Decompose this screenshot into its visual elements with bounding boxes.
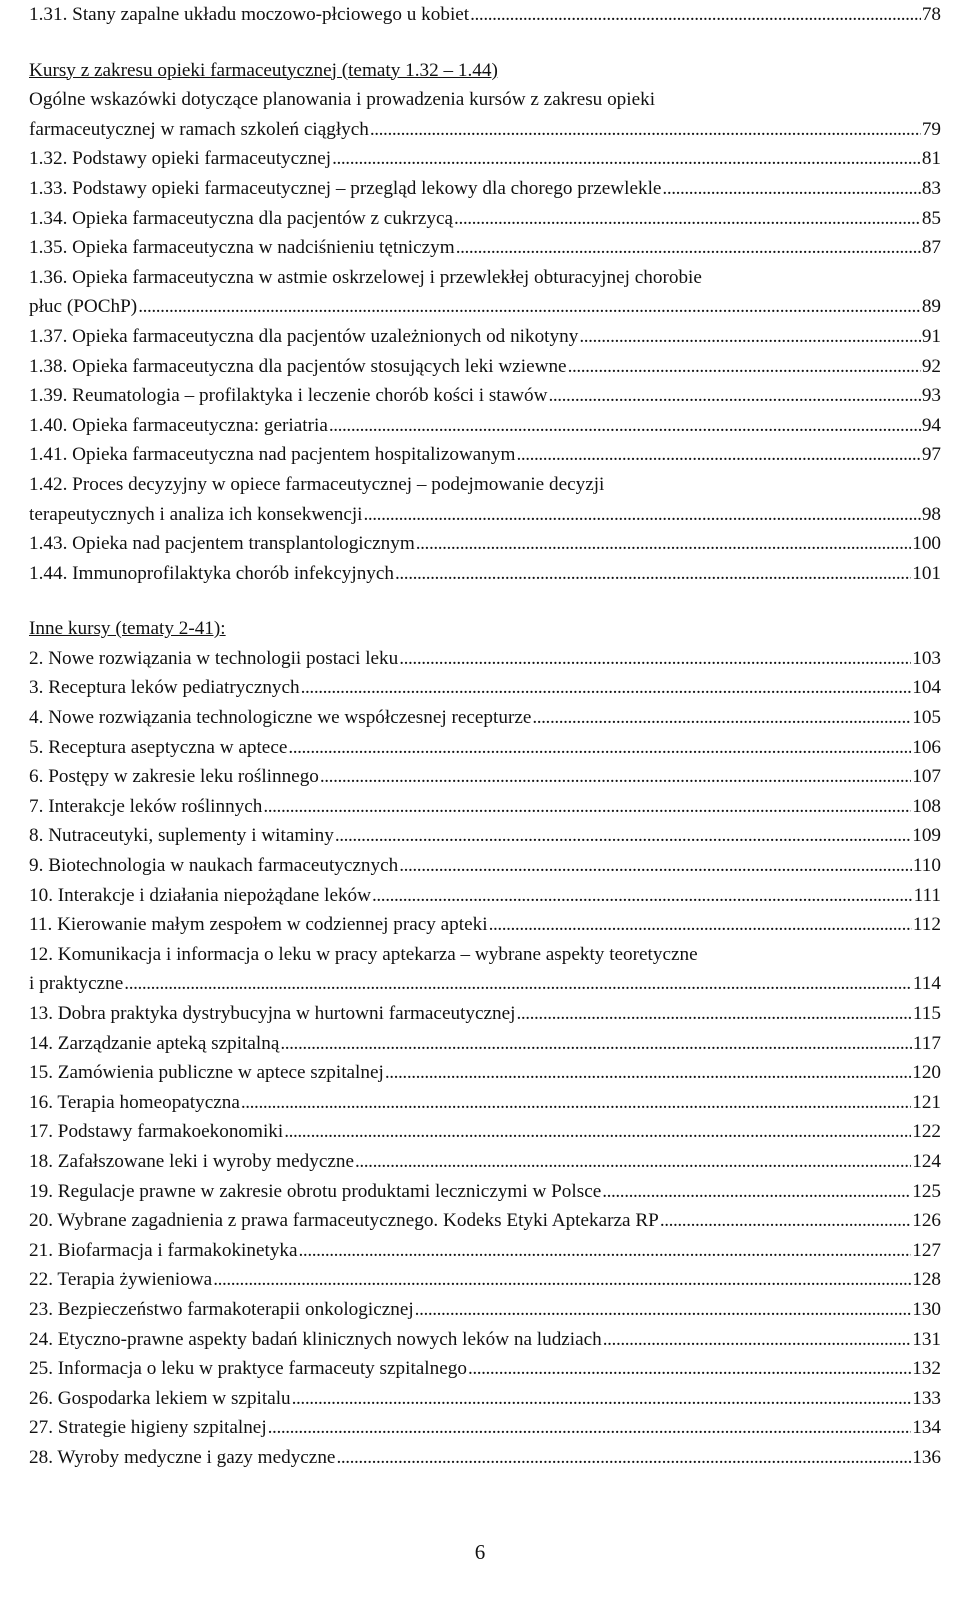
- toc-entry-page: 107: [912, 766, 941, 788]
- toc-entry-page: 112: [912, 914, 941, 936]
- toc-entry-label: i praktyczne: [29, 973, 124, 995]
- toc-entry-page: 103: [912, 647, 941, 669]
- toc-entry: [29, 233, 941, 263]
- toc-entry-page: 115: [912, 1003, 941, 1024]
- toc-entry-label: 1.44. Immunoprofilaktyka chorób infekcyjnych: [29, 562, 395, 584]
- toc-entry-page: 111: [913, 884, 941, 906]
- toc-entry-page: 132: [912, 1358, 941, 1380]
- toc-entry: [29, 821, 941, 851]
- toc-entry-label: 3. Receptura leków pediatrycznych: [29, 677, 300, 699]
- toc-entry-label: 20. Wybrane zagadnienia z prawa farmaceutycznego. Kodeks Etyki Aptekarza RP: [29, 1210, 659, 1232]
- toc-entry-label: 25. Informacja o leku w praktyce farmaceuty szpitalnego: [29, 1358, 467, 1380]
- toc-entry: [29, 792, 941, 822]
- toc-entry: [29, 1236, 941, 1266]
- toc-leader-dots: [241, 1088, 911, 1118]
- toc-entry-label: farmaceutycznej w ramach szkoleń ciągłych: [29, 118, 369, 140]
- toc-entry-label: 22. Terapia żywieniowa: [29, 1269, 213, 1291]
- toc-entry-label: 8. Nutraceutyki, suplementy i witaminy: [29, 825, 334, 847]
- section-other-courses: [29, 614, 941, 1472]
- toc-entry-label: 19. Regulacje prawne w zakresie obrotu produktami leczniczymi w Polsce: [29, 1180, 602, 1202]
- toc-leader-dots: [516, 440, 920, 470]
- toc-leader-dots: [213, 1265, 911, 1295]
- toc-leader-dots: [532, 703, 911, 733]
- toc-entry-page: 114: [912, 973, 941, 995]
- toc-leader-dots: [372, 881, 913, 911]
- toc-entry: [29, 1354, 941, 1384]
- toc-entry: [29, 1088, 941, 1118]
- toc-entry-label: 1.37. Opieka farmaceutyczna dla pacjentów uzależnionych od nikotyny: [29, 325, 579, 347]
- toc-entry-label: 13. Dobra praktyka dystrybucyjna w hurtowni farmaceutycznej: [29, 1003, 516, 1024]
- toc-entry: [29, 1058, 941, 1088]
- section-heading: Kursy z zakresu opieki farmaceutycznej (tematy 1.32 – 1.44): [29, 59, 498, 81]
- toc-leader-dots: [320, 762, 911, 792]
- toc-entry-page: 124: [912, 1150, 941, 1172]
- toc-entry-page: 81: [921, 148, 941, 170]
- toc-entry-page: 91: [921, 325, 941, 347]
- toc-leader-dots: [662, 174, 920, 204]
- toc-entry: [29, 1029, 941, 1059]
- toc-leader-dots: [124, 969, 912, 999]
- toc-entry-list: [29, 144, 941, 588]
- toc-leader-dots: [138, 292, 921, 322]
- toc-entry-page: 109: [912, 825, 941, 847]
- toc-leader-dots: [399, 851, 912, 881]
- toc-leader-dots: [416, 529, 911, 559]
- toc-entry-label: 14. Zarządzanie apteką szpitalną: [29, 1032, 280, 1054]
- toc-entry-page: 125: [912, 1180, 941, 1202]
- toc-entry-list: [29, 644, 941, 1473]
- toc-entry: [29, 910, 941, 940]
- toc-entry-label: 5. Receptura aseptyczna w aptece: [29, 736, 288, 758]
- toc-entry: [29, 411, 941, 441]
- toc-entry-label: 1.32. Podstawy opieki farmaceutycznej: [29, 148, 332, 170]
- toc-entry-label: 1.36. Opieka farmaceutyczna w astmie oskrzelowej i przewlekłej obturacyjnej chorobie: [29, 266, 702, 288]
- toc-entry-page: 130: [912, 1298, 941, 1320]
- toc-entry-page: 136: [912, 1446, 941, 1468]
- toc-entry: [29, 851, 941, 881]
- section-heading: Inne kursy (tematy 2-41):: [29, 618, 226, 640]
- toc-entry: [29, 174, 941, 204]
- toc-entry-label: 21. Biofarmacja i farmakokinetyka: [29, 1239, 298, 1261]
- toc-entry: [29, 144, 941, 174]
- toc-entry-label: 6. Postępy w zakresie leku roślinnego: [29, 766, 319, 788]
- toc-entry: [29, 881, 941, 911]
- toc-leader-dots: [399, 644, 911, 674]
- toc-entry-page: 79: [921, 118, 941, 140]
- toc-entry: [29, 292, 941, 322]
- toc-leader-dots: [516, 999, 911, 1029]
- toc-entry-page: 101: [912, 562, 941, 584]
- toc-entry: [29, 1325, 941, 1355]
- toc-entry-label: 1.35. Opieka farmaceutyczna w nadciśnieniu tętniczym: [29, 237, 455, 259]
- toc-entry-page: 131: [912, 1328, 941, 1350]
- toc-entry-label: 1.39. Reumatologia – profilaktyka i leczenie chorób kości i stawów: [29, 385, 548, 407]
- toc-entry-page: 83: [921, 177, 941, 199]
- toc-entry-page: 126: [912, 1210, 941, 1232]
- toc-entry: [29, 1413, 941, 1443]
- toc-entry-label: 1.40. Opieka farmaceutyczna: geriatria: [29, 414, 328, 436]
- toc-entry-label: płuc (POChP): [29, 296, 138, 318]
- toc-entry: [29, 1177, 941, 1207]
- toc-entry-label: 7. Interakcje leków roślinnych: [29, 795, 263, 817]
- toc-entry-page: 133: [912, 1387, 941, 1409]
- toc-entry: [29, 352, 941, 382]
- toc-entry-page: 104: [912, 677, 941, 699]
- toc-entry: [29, 500, 941, 530]
- toc-entry: [29, 559, 941, 589]
- toc-leader-dots: [370, 115, 921, 145]
- toc-leader-dots: [489, 910, 912, 940]
- toc-entry: [29, 673, 941, 703]
- toc-entry-label: 10. Interakcje i działania niepożądane leków: [29, 884, 372, 906]
- toc-entry: [29, 1117, 941, 1147]
- toc-entry-label: 28. Wyroby medyczne i gazy medyczne: [29, 1446, 336, 1468]
- table-of-contents: [29, 0, 941, 1473]
- toc-entry-label: 1.33. Podstawy opieki farmaceutycznej – przegląd lekowy dla chorego przewlekle: [29, 177, 662, 199]
- toc-entry: [29, 440, 941, 470]
- section-gap: [29, 588, 941, 614]
- toc-entry-page: 121: [912, 1091, 941, 1113]
- toc-entry-label: 1.34. Opieka farmaceutyczna dla pacjentów z cukrzycą: [29, 207, 454, 229]
- toc-entry: [29, 0, 941, 30]
- toc-entry: [29, 115, 941, 145]
- section-gap: [29, 30, 941, 56]
- toc-leader-dots: [332, 144, 921, 174]
- toc-leader-dots: [288, 733, 911, 763]
- toc-entry-page: 127: [912, 1239, 941, 1261]
- toc-entry-label: 4. Nowe rozwiązania technologiczne we współczesnej recepturze: [29, 707, 532, 729]
- toc-leader-dots: [395, 559, 911, 589]
- toc-entry-label: 9. Biotechnologia w naukach farmaceutycznych: [29, 855, 399, 877]
- toc-leader-dots: [415, 1295, 912, 1325]
- toc-entry-label: 15. Zamówienia publiczne w aptece szpitalnej: [29, 1062, 384, 1084]
- toc-entry-label: 26. Gospodarka lekiem w szpitalu: [29, 1387, 291, 1409]
- toc-leader-dots: [292, 1384, 912, 1414]
- toc-entry: [29, 1295, 941, 1325]
- toc-entry-label: 18. Zafałszowane leki i wyroby medyczne: [29, 1150, 354, 1172]
- toc-leader-dots: [364, 500, 921, 530]
- toc-entry: [29, 1443, 941, 1473]
- toc-leader-dots: [603, 1325, 911, 1355]
- toc-leader-dots: [579, 322, 921, 352]
- toc-entry-page: 122: [912, 1121, 941, 1143]
- toc-entry-page: 89: [921, 296, 941, 318]
- toc-leader-dots: [335, 821, 911, 851]
- toc-leader-dots: [454, 204, 921, 234]
- toc-entry-label: Ogólne wskazówki dotyczące planowania i prowadzenia kursów z zakresu opieki: [29, 89, 656, 111]
- toc-entry: [29, 204, 941, 234]
- toc-entry-page: 117: [912, 1032, 941, 1054]
- toc-entry-page: 92: [921, 355, 941, 377]
- toc-entry: [29, 703, 941, 733]
- toc-entry-page: 105: [912, 707, 941, 729]
- toc-leader-dots: [284, 1117, 911, 1147]
- toc-leader-dots: [660, 1206, 911, 1236]
- toc-entry: [29, 733, 941, 763]
- toc-entry-label: 1.43. Opieka nad pacjentem transplantologicznym: [29, 533, 415, 555]
- toc-entry-label: 24. Etyczno-prawne aspekty badań klinicznych nowych leków na ludziach: [29, 1328, 602, 1350]
- toc-entry-page: 78: [921, 4, 941, 25]
- toc-leader-dots: [299, 1236, 912, 1266]
- toc-leader-dots: [602, 1177, 911, 1207]
- toc-entry: [29, 644, 941, 674]
- toc-entry: [29, 322, 941, 352]
- toc-entry-label: 1.41. Opieka farmaceutyczna nad pacjentem hospitalizowanym: [29, 444, 516, 466]
- toc-entry-label: 1.31. Stany zapalne układu moczowo-płciowego u kobiet: [29, 4, 470, 25]
- section-pharmaceutical-care: [29, 56, 941, 589]
- toc-entry-label: 27. Strategie higieny szpitalnej: [29, 1417, 267, 1439]
- toc-leader-dots: [301, 673, 912, 703]
- toc-entry-page: 134: [912, 1417, 941, 1439]
- toc-entry-page: 108: [912, 795, 941, 817]
- toc-entry-label: 23. Bezpieczeństwo farmakoterapii onkologicznej: [29, 1298, 414, 1320]
- toc-entry-page: 106: [912, 736, 941, 758]
- toc-entry-page: 94: [921, 414, 941, 436]
- page-number: 6: [474, 1540, 486, 1564]
- toc-entry-page: 98: [921, 503, 941, 525]
- toc-entry: [29, 969, 941, 999]
- toc-entry-page: 100: [912, 533, 941, 555]
- toc-entry: [29, 1206, 941, 1236]
- toc-entry: [29, 529, 941, 559]
- toc-entry: [29, 1265, 941, 1295]
- toc-leader-dots: [385, 1058, 911, 1088]
- toc-leader-dots: [329, 411, 921, 441]
- toc-entry-page: 93: [921, 385, 941, 407]
- toc-leader-dots: [470, 0, 921, 30]
- toc-entry-label: 1.42. Proces decyzyjny w opiece farmaceutycznej – podejmowanie decyzji: [29, 473, 605, 495]
- toc-leader-dots: [456, 233, 921, 263]
- toc-entry: [29, 762, 941, 792]
- toc-entry-label: 16. Terapia homeopatyczna: [29, 1091, 240, 1113]
- toc-leader-dots: [468, 1354, 911, 1384]
- toc-entry-label: 11. Kierowanie małym zespołem w codziennej pracy apteki: [29, 914, 488, 936]
- toc-entry-page: 110: [912, 855, 941, 877]
- toc-leader-dots: [355, 1147, 911, 1177]
- toc-leader-dots: [268, 1413, 912, 1443]
- toc-leader-dots: [263, 792, 911, 822]
- toc-entry-label: 1.38. Opieka farmaceutyczna dla pacjentów stosujących leki wziewne: [29, 355, 567, 377]
- toc-leader-dots: [280, 1029, 912, 1059]
- toc-leader-dots: [548, 381, 920, 411]
- toc-entry: [29, 1147, 941, 1177]
- toc-entry-page: 85: [921, 207, 941, 229]
- toc-entry-label: 17. Podstawy farmakoekonomiki: [29, 1121, 284, 1143]
- toc-entry-page: 128: [912, 1269, 941, 1291]
- toc-entry: [29, 381, 941, 411]
- toc-entry-label: 12. Komunikacja i informacja o leku w pracy aptekarza – wybrane aspekty teoretyczne: [29, 943, 698, 965]
- toc-entry: [29, 999, 941, 1029]
- toc-entry-page: 97: [921, 444, 941, 466]
- toc-entry-label: 2. Nowe rozwiązania w technologii postaci leku: [29, 647, 399, 669]
- toc-leader-dots: [336, 1443, 911, 1473]
- toc-entry: [29, 1384, 941, 1414]
- toc-entry-page: 87: [921, 237, 941, 259]
- toc-entry-label: terapeutycznych i analiza ich konsekwencji: [29, 503, 363, 525]
- toc-entry-page: 120: [912, 1062, 941, 1084]
- toc-leader-dots: [568, 352, 921, 382]
